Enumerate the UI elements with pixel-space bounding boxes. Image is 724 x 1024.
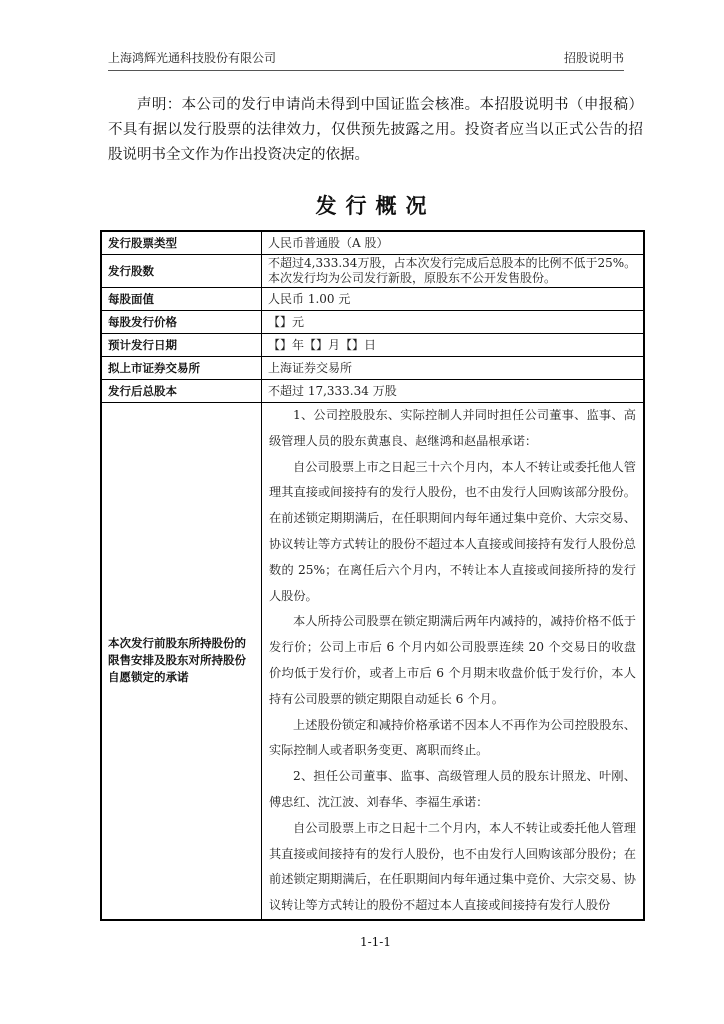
- table-row-share-count: [102, 255, 644, 288]
- row-value: 【】年【】月【】日: [262, 334, 644, 357]
- table-row-total-shares: [102, 380, 644, 403]
- row-value: 不超过4,333.34万股，占本次发行完成后总股本的比例不低于25%。本次发行均为公司发行新股，原股东不公开发售股份。: [262, 255, 644, 288]
- table-row-exchange: [102, 357, 644, 380]
- page-header: [108, 50, 624, 66]
- row-label: 拟上市证券交易所: [102, 357, 262, 380]
- offering-overview-table: [100, 230, 645, 921]
- lockup-paragraph: 1、公司控股股东、实际控制人并同时担任公司董事、监事、高级管理人员的股东黄惠良、赵继鸿和赵晶根承诺：: [269, 408, 636, 448]
- row-value: 不超过 17,333.34 万股: [262, 380, 644, 403]
- table-row-stock-type: [102, 232, 644, 255]
- row-label: 每股面值: [102, 288, 262, 311]
- lockup-paragraph: 自公司股票上市之日起十二个月内，本人不转让或委托他人管理其直接或间接持有的发行人股份，也不由发行人回购该部分股份；在前述锁定期期满后，在任职期间内每年通过集中竞价、大宗交易、协议转让等方式转让的股份不超过本人直接或间接持有发行人股份: [269, 820, 636, 913]
- header-document-type: 招股说明书: [563, 51, 624, 65]
- lockup-paragraph: 上述股份锁定和减持价格承诺不因本人不再作为公司控股股东、实际控制人或者职务变更、离职而终止。: [269, 717, 636, 758]
- lockup-paragraph: 2、担任公司董事、监事、高级管理人员的股东计照龙、叶刚、傅忠红、沈江波、刘春华、李福生承诺：: [269, 769, 636, 809]
- row-label: 预计发行日期: [102, 334, 262, 357]
- table-row-par-value: [102, 288, 644, 311]
- lockup-paragraph: 自公司股票上市之日起三十六个月内，本人不转让或委托他人管理其直接或间接持有的发行人股份，也不由发行人回购该部分股份。在前述锁定期期满后，在任职期间内每年通过集中竞价、大宗交易、协议转让等方式转让的股份不超过本人直接或间接持有发行人股份总数的 25%；在离任后六个月内，不转让本人直接或间接所持的发行人股份。: [269, 459, 636, 603]
- row-value: 上海证券交易所: [262, 357, 644, 380]
- table-row-issue-date: [102, 334, 644, 357]
- row-label: 发行股票类型: [102, 232, 262, 255]
- row-label: 发行股数: [102, 255, 262, 288]
- row-value: 人民币普通股（A 股）: [262, 232, 644, 255]
- page-title: 发行概况: [315, 194, 436, 218]
- table-row-lockup-commitments: [102, 403, 644, 920]
- page-number: 1-1-1: [359, 935, 391, 949]
- header-divider: [108, 70, 624, 71]
- row-label: 发行后总股本: [102, 380, 262, 403]
- row-value: 人民币 1.00 元: [262, 288, 644, 311]
- header-company-name: 上海鸿辉光通科技股份有限公司: [108, 51, 277, 65]
- lockup-paragraph: 本人所持公司股票在锁定期满后两年内减持的，减持价格不低于发行价；公司上市后 6 个月内如公司股票连续 20 个交易日的收盘价均低于发行价，或者上市后 6 个月期末收盘价低于发行价，本人持有公司股票的锁定期限自动延长 6 个月。: [269, 614, 636, 706]
- disclaimer-statement: 声明：本公司的发行申请尚未得到中国证监会核准。本招股说明书（申报稿）不具有据以发行股票的法律效力，仅供预先披露之用。投资者应当以正式公告的招股说明书全文作为作出投资决定的依据。: [108, 97, 643, 163]
- lockup-commitment-text: [262, 403, 644, 920]
- lockup-label: 本次发行前股东所持股份的限售安排及股东对所持股份自愿锁定的承诺: [102, 403, 262, 920]
- table-row-issue-price: [102, 311, 644, 334]
- row-label: 每股发行价格: [102, 311, 262, 334]
- row-value: 【】元: [262, 311, 644, 334]
